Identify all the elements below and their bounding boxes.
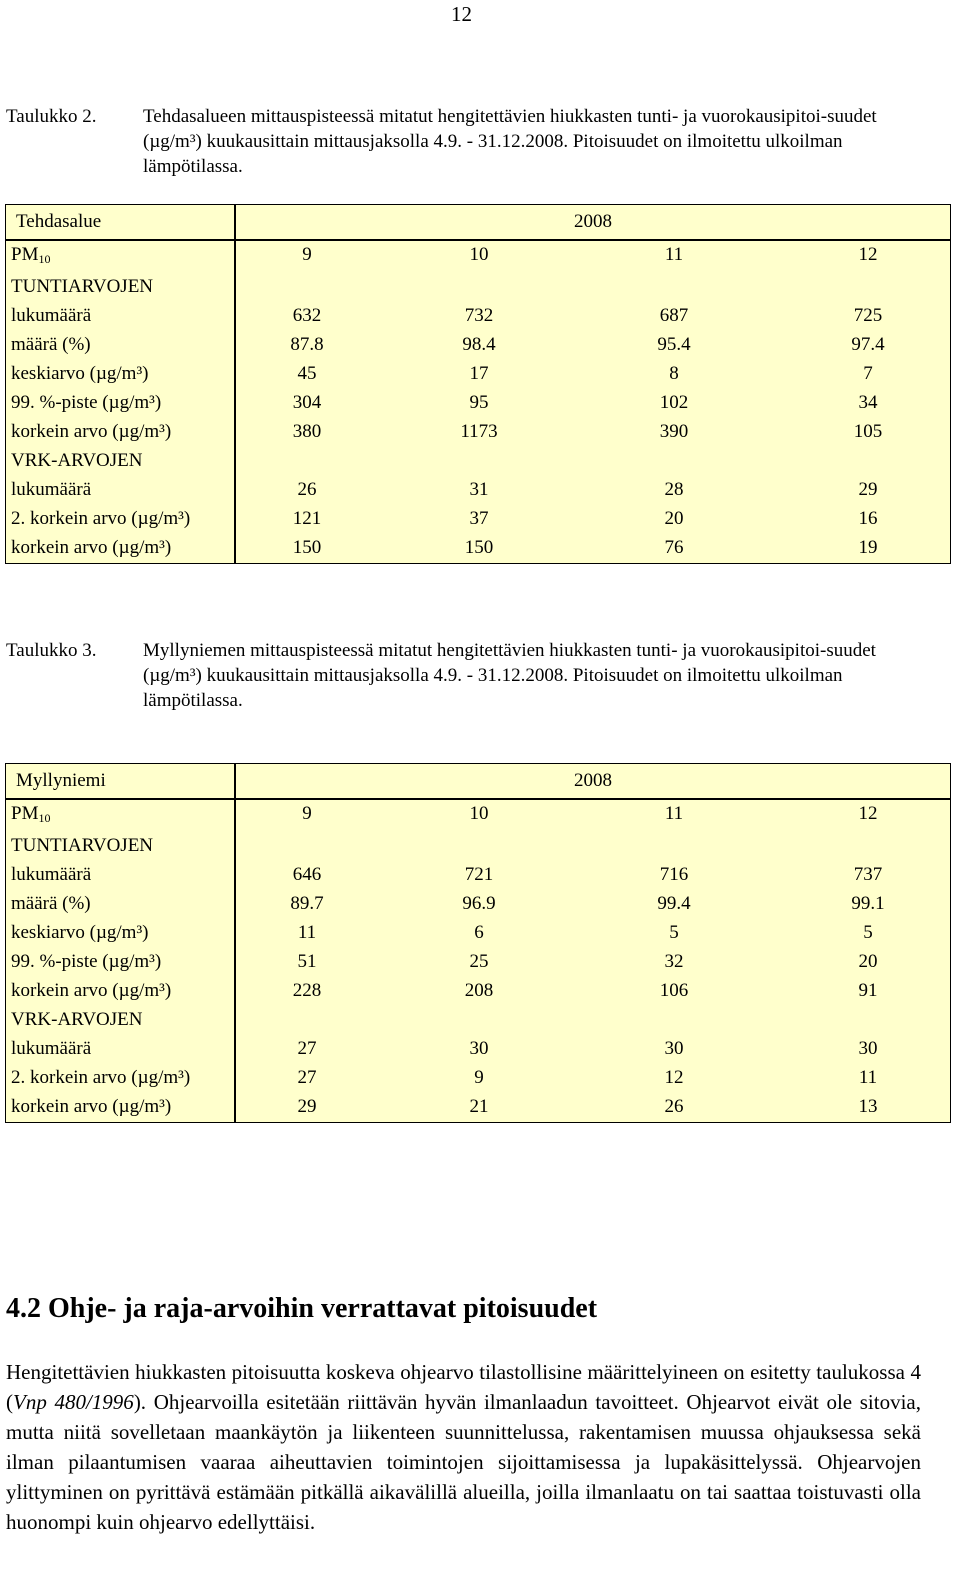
row-label: keskiarvo (µg/m³) xyxy=(11,363,149,384)
table-cell: 87.8 xyxy=(290,334,324,355)
table-cell: 390 xyxy=(659,421,689,442)
column-divider xyxy=(234,764,236,1122)
column-divider xyxy=(234,205,236,563)
table-cell: 30 xyxy=(469,1038,489,1059)
month-header-11: 11 xyxy=(664,803,684,824)
row-label: lukumäärä xyxy=(11,305,92,326)
month-header-10: 10 xyxy=(469,244,489,265)
table-cell: 26 xyxy=(664,1096,684,1117)
table-cell: 121 xyxy=(292,508,322,529)
table-cell: 99.4 xyxy=(657,893,691,914)
row-label: 99. %-piste (µg/m³) xyxy=(11,392,162,413)
row-label: lukumäärä xyxy=(11,864,92,885)
row-label: korkein arvo (µg/m³) xyxy=(11,421,172,442)
month-header-12: 12 xyxy=(858,803,878,824)
caption-text: Tehdasalueen mittauspisteessä mitatut hengitettävien hiukkasten tunti- ja vuorokausipitoi-suudet (µg/m³) kuukausittain mittausjaksolla 4.9. - 31.12.2008. Pitoisuudet on ilmoitettu ulkoilman lämpötilassa. xyxy=(143,106,877,177)
table-cell: 228 xyxy=(292,980,322,1001)
table-cell: 105 xyxy=(853,421,883,442)
table-cell: 96.9 xyxy=(462,893,496,914)
header-divider xyxy=(6,239,950,241)
month-header-10: 10 xyxy=(469,803,489,824)
pm-text: PM xyxy=(11,803,39,824)
table-cell: 150 xyxy=(464,537,494,558)
table-cell: 11 xyxy=(858,1067,878,1088)
table-cell: 17 xyxy=(469,363,489,384)
table-cell: 737 xyxy=(853,864,883,885)
row-label: lukumäärä xyxy=(11,1038,92,1059)
month-header-12: 12 xyxy=(858,244,878,265)
row-label: korkein arvo (µg/m³) xyxy=(11,1096,172,1117)
table-cell: 721 xyxy=(464,864,494,885)
table-cell: 20 xyxy=(664,508,684,529)
caption-label: Taulukko 3. xyxy=(6,640,97,661)
year-label: 2008 xyxy=(574,770,612,791)
section-heading: 4.2 Ohje- ja raja-arvoihin verrattavat pitoisuudet xyxy=(6,1293,598,1324)
site-label: Tehdasalue xyxy=(16,211,102,232)
row-label: 2. korkein arvo (µg/m³) xyxy=(11,1067,191,1088)
table-cell: 25 xyxy=(469,951,489,972)
caption-text: Myllyniemen mittauspisteessä mitatut hengitettävien hiukkasten tunti- ja vuorokausipitoi-suudet (µg/m³) kuukausittain mittausjaksolla 4.9. - 31.12.2008. Pitoisuudet on ilmoitettu ulkoilman lämpötilassa. xyxy=(143,640,876,711)
table-cell: 89.7 xyxy=(290,893,324,914)
citation: Vnp 480/1996 xyxy=(13,1390,134,1414)
table-cell: 95.4 xyxy=(657,334,691,355)
table-cell: 27 xyxy=(297,1067,317,1088)
month-header-9: 9 xyxy=(302,244,312,265)
row-label: korkein arvo (µg/m³) xyxy=(11,980,172,1001)
year-label: 2008 xyxy=(574,211,612,232)
row-label: määrä (%) xyxy=(11,893,91,914)
paragraph-text-part2: ). Ohjearvoilla esitetään riittävän hyvän ilmanlaadun tavoitteet. Ohjearvot eivät ole sitovia, mutta niitä sovelletaan maankäytön ja liikenteen suunnittelussa, rakentamisen muussa ohjauksessa sekä ilman pilaantumisen vaaraa aiheuttavien toimintojen sijoittamisessa ja lupakäsittelyssä. Ohjearvojen ylittyminen on pyrittävä estämään pitkällä aikavälillä alueilla, joilla ilmanlaatu on tai saattaa toistuvasti olla huonompi kuin ohjearvo edellyttäisi. xyxy=(6,1390,921,1534)
caption-label: Taulukko 2. xyxy=(6,106,97,127)
table-cell: 29 xyxy=(297,1096,317,1117)
row-label: TUNTIARVOJEN xyxy=(11,276,154,297)
row-label: määrä (%) xyxy=(11,334,91,355)
table-cell: 98.4 xyxy=(462,334,496,355)
table-cell: 7 xyxy=(863,363,873,384)
table-cell: 304 xyxy=(292,392,322,413)
table-cell: 632 xyxy=(292,305,322,326)
table-cell: 11 xyxy=(297,922,317,943)
table-cell: 732 xyxy=(464,305,494,326)
table-cell: 97.4 xyxy=(851,334,885,355)
table-cell: 95 xyxy=(469,392,489,413)
page-number: 12 xyxy=(451,2,472,26)
row-label: VRK-ARVOJEN xyxy=(11,450,143,471)
table-cell: 716 xyxy=(659,864,689,885)
table-cell: 32 xyxy=(664,951,684,972)
table-cell: 1173 xyxy=(460,421,498,442)
table-cell: 5 xyxy=(669,922,679,943)
month-header-11: 11 xyxy=(664,244,684,265)
site-label: Myllyniemi xyxy=(16,770,106,791)
pm-subscript: 10 xyxy=(38,252,51,266)
paragraph-text-part1: Hengitettävien hiukkasten pitoisuutta koskeva ohjearvo tilastollisine määrittelyineen on esitetty taulukossa 4 ( xyxy=(6,1360,921,1414)
table-cell: 99.1 xyxy=(851,893,885,914)
pm-label xyxy=(11,802,50,827)
table-cell: 91 xyxy=(858,980,878,1001)
table-cell: 687 xyxy=(659,305,689,326)
header-divider xyxy=(6,798,950,800)
table-cell: 26 xyxy=(297,479,317,500)
table-cell: 106 xyxy=(659,980,689,1001)
table-cell: 725 xyxy=(853,305,883,326)
row-label: korkein arvo (µg/m³) xyxy=(11,537,172,558)
pm-subscript: 10 xyxy=(38,811,51,825)
table-cell: 34 xyxy=(858,392,878,413)
row-label: lukumäärä xyxy=(11,479,92,500)
table-cell: 19 xyxy=(858,537,878,558)
row-label: TUNTIARVOJEN xyxy=(11,835,154,856)
table-cell: 45 xyxy=(297,363,317,384)
table-cell: 13 xyxy=(858,1096,878,1117)
table-cell: 37 xyxy=(469,508,489,529)
table-tehdasalue xyxy=(5,204,951,564)
table-cell: 16 xyxy=(858,508,878,529)
table-cell: 51 xyxy=(297,951,317,972)
row-label: VRK-ARVOJEN xyxy=(11,1009,143,1030)
table-cell: 76 xyxy=(664,537,684,558)
table-cell: 102 xyxy=(659,392,689,413)
table-cell: 30 xyxy=(858,1038,878,1059)
table-cell: 31 xyxy=(469,479,489,500)
row-label: 99. %-piste (µg/m³) xyxy=(11,951,162,972)
table-cell: 29 xyxy=(858,479,878,500)
row-label: 2. korkein arvo (µg/m³) xyxy=(11,508,191,529)
table-cell: 5 xyxy=(863,922,873,943)
table-cell: 380 xyxy=(292,421,322,442)
table-cell: 30 xyxy=(664,1038,684,1059)
table-cell: 6 xyxy=(474,922,484,943)
table-cell: 150 xyxy=(292,537,322,558)
row-label: keskiarvo (µg/m³) xyxy=(11,922,149,943)
table-cell: 208 xyxy=(464,980,494,1001)
month-header-9: 9 xyxy=(302,803,312,824)
table-cell: 20 xyxy=(858,951,878,972)
table-cell: 12 xyxy=(664,1067,684,1088)
table-cell: 9 xyxy=(474,1067,484,1088)
pm-text: PM xyxy=(11,244,39,265)
pm-label xyxy=(11,243,50,268)
table-cell: 21 xyxy=(469,1096,489,1117)
table-myllyniemi xyxy=(5,763,951,1123)
table-cell: 27 xyxy=(297,1038,317,1059)
table-cell: 646 xyxy=(292,864,322,885)
table-cell: 8 xyxy=(669,363,679,384)
body-paragraph xyxy=(6,1357,921,1537)
table-cell: 28 xyxy=(664,479,684,500)
